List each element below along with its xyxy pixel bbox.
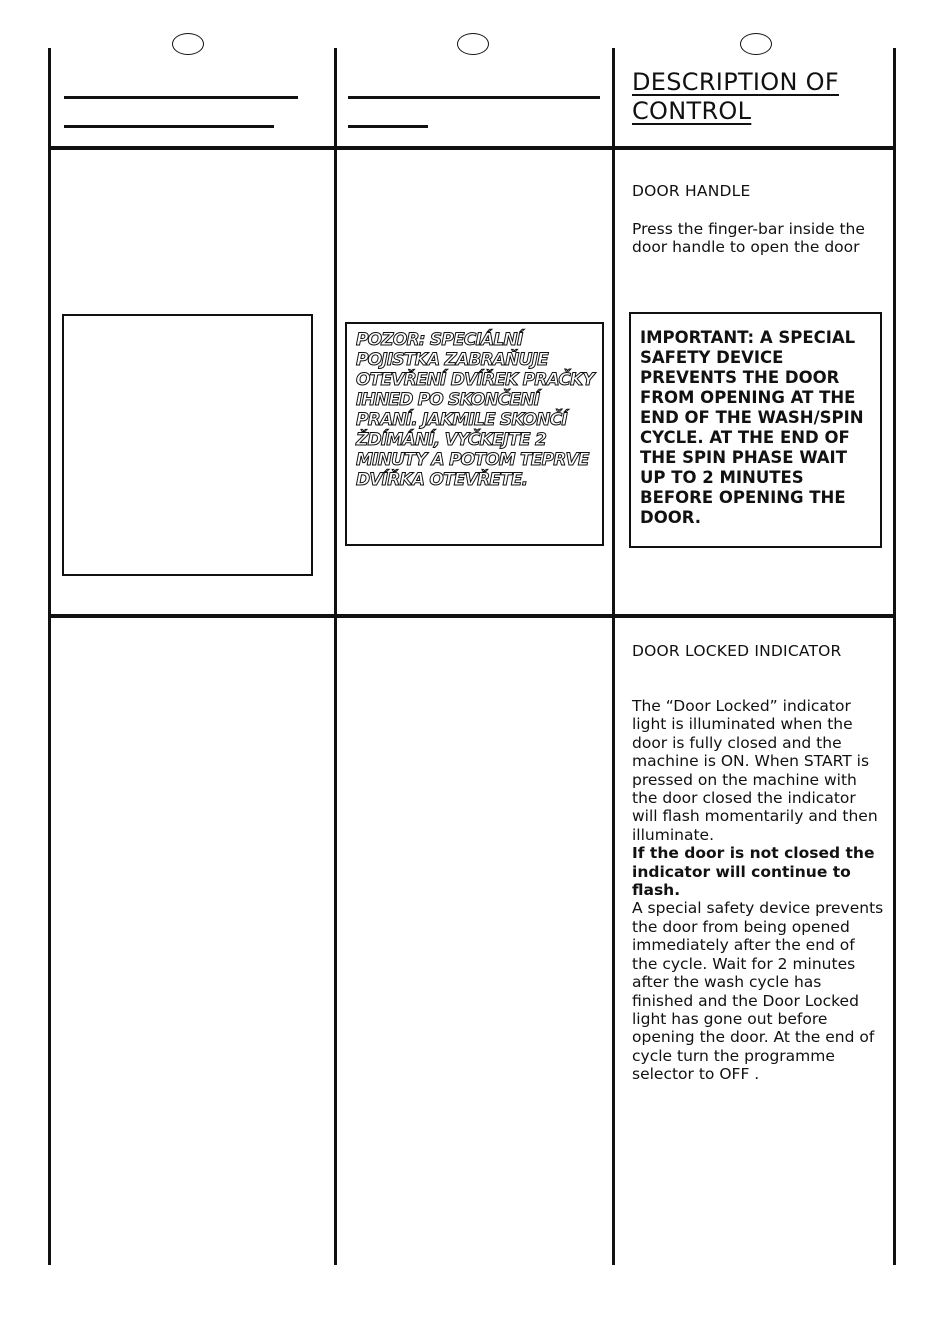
heading-rule [348, 96, 600, 99]
heading-rule [64, 96, 298, 99]
language-flag-icon [740, 33, 772, 55]
czech-warning-text: POZOR: SPECIÁLNÍ POJISTKA ZABRAŇUJE OTEVŘENÍ DVÍŘEK PRAČKY IHNED PO SKONČENÍ PRANÍ. JAKMILE SKONČÍ ŽDÍMÁNÍ, VYČKEJTE 2 MINUTY A POTOM TEPRVE DVÍŘKA OTEVŘETE. [356, 330, 594, 490]
heading-rule [64, 125, 274, 128]
door-locked-text-bold: If the door is not closed the indicator will continue to flash. [632, 844, 875, 900]
row-divider-section [48, 614, 896, 618]
heading-rule [348, 125, 428, 128]
english-warning-text: IMPORTANT: A SPECIAL SAFETY DEVICE PREVENTS THE DOOR FROM OPENING AT THE END OF THE WASH/SPIN CYCLE. AT THE END OF THE SPIN PHASE WAIT UP TO 2 MINUTES BEFORE OPENING THE DOOR. [640, 328, 864, 527]
door-locked-text-1: The “Door Locked” indicator light is illuminated when the door is fully closed and the machine is ON. When START is pressed on the machine with the door closed the indicator will flash momentarily and then illuminate. [632, 697, 878, 844]
column-divider-left [48, 48, 51, 1265]
section-title-door-locked: DOOR LOCKED INDICATOR [632, 642, 842, 660]
empty-warning-box [62, 314, 313, 576]
page-title: DESCRIPTION OF CONTROL [632, 68, 839, 125]
language-flag-icon [172, 33, 204, 55]
door-handle-text: Press the finger-bar inside the door handle to open the door [632, 220, 865, 257]
row-divider-header [48, 146, 896, 150]
column-divider-1 [334, 48, 337, 1265]
door-locked-description [632, 697, 884, 1084]
column-divider-2 [612, 48, 615, 1265]
door-locked-text-2: A special safety device prevents the door from being opened immediately after the end of the cycle. Wait for 2 minutes after the wash cycle has finished and the Door Locked light has gone out before opening the door. At the end of cycle turn the programme selector to OFF . [632, 899, 884, 1084]
column-divider-right [893, 48, 896, 1265]
section-title-door-handle: DOOR HANDLE [632, 182, 751, 200]
language-flag-icon [457, 33, 489, 55]
